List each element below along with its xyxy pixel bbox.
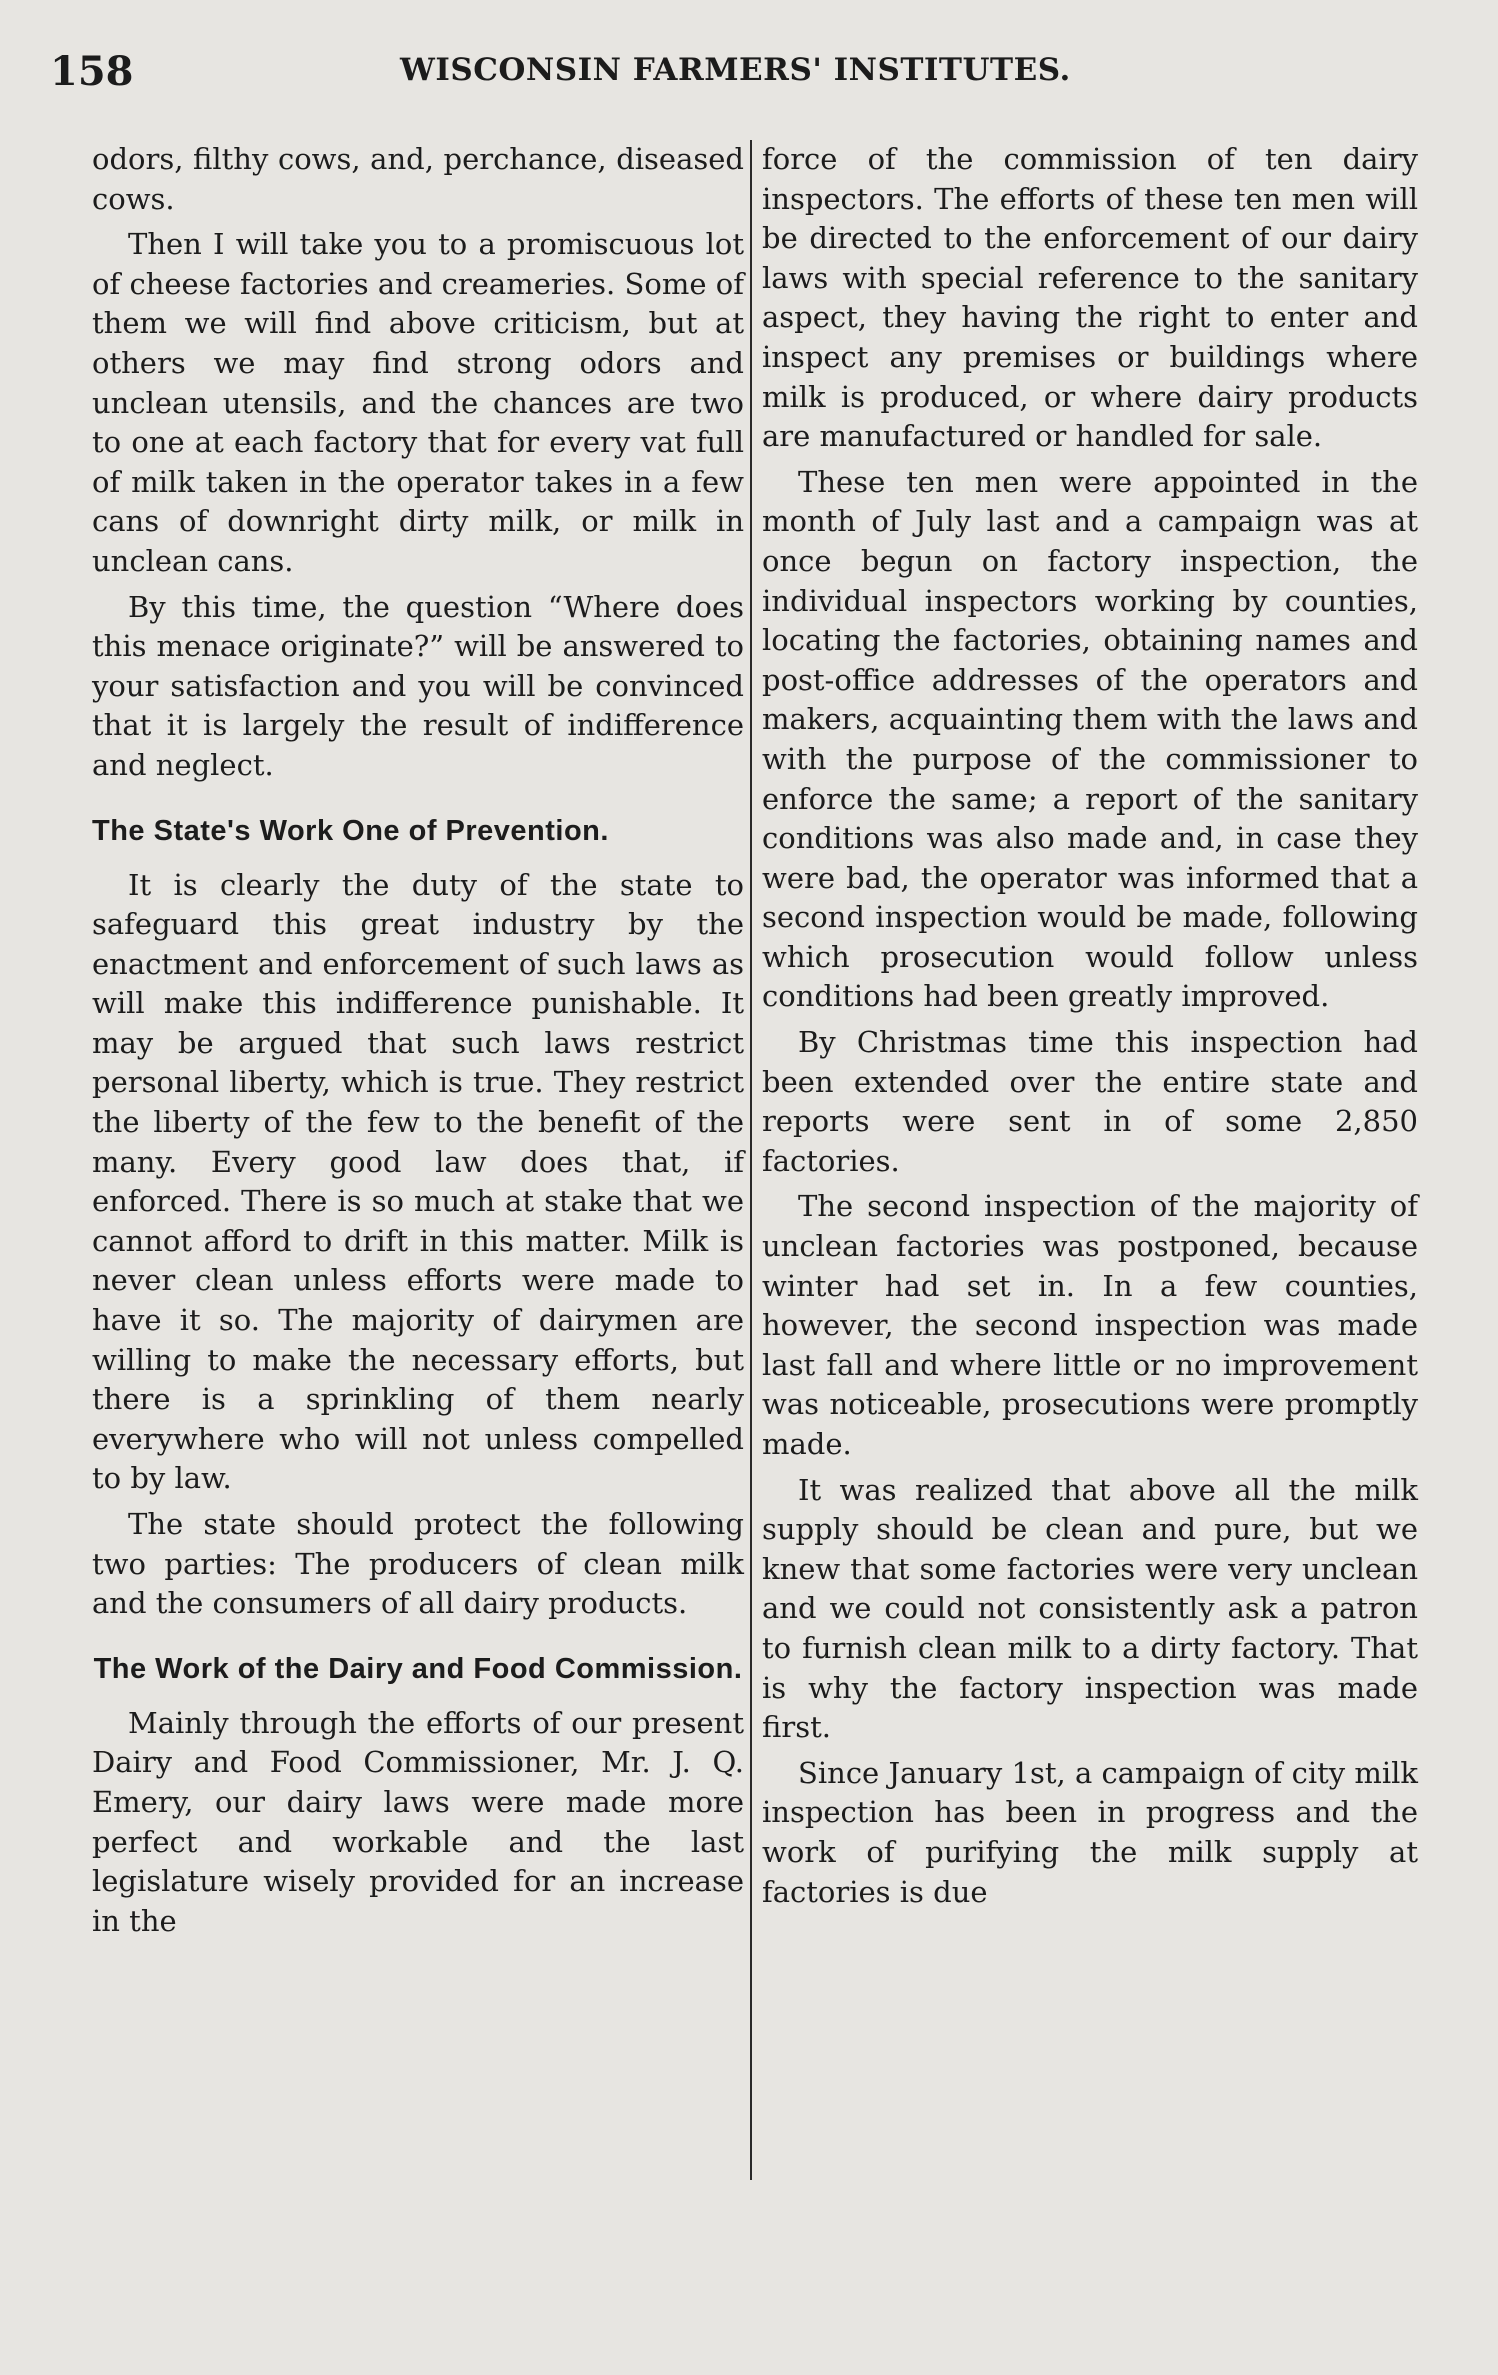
column-rule [750, 140, 752, 2180]
paragraph: Then I will take you to a promiscuous lot of cheese factories and creameries. Some of them we will find above criticism, but at others we may find strong odors and unclean utensils, and the chances are two to one at each factory that for every vat full of milk taken in the operator takes in a few cans of downright dirty milk, or milk in unclean cans. [92, 227, 744, 578]
paragraph: The second inspection of the majority of unclean factories was postponed, because winter had set in. In a few counties, however, the second inspection was made last fall and where little or no improvement was noticeable, prosecutions were promptly made. [762, 1189, 1418, 1461]
running-head: WISCONSIN FARMERS' INSTITUTES. [400, 52, 1071, 88]
paragraph: By Christmas time this inspection had been extended over the entire state and reports were sent in of some 2,850 factories. [762, 1025, 1418, 1178]
paragraph: It is clearly the duty of the state to safeguard this great industry by the enactment and enforcement of such laws as will make this indifference punishable. It may be argued that such laws restrict personal liberty, which is true. They restrict the liberty of the few to the benefit of the many. Every good law does that, if enforced. There is so much at stake that we cannot afford to drift in this matter. Milk is never clean unless efforts were made to have it so. The majority of dairymen are willing to make the necessary efforts, but there is a sprinkling of them nearly everywhere who will not unless compelled to by law. [92, 867, 744, 1496]
paragraph: odors, filthy cows, and, perchance, diseased cows. [92, 142, 744, 216]
paragraph: It was realized that above all the milk supply should be clean and pure, but we knew that some factories were very unclean and we could not consistently ask a patron to furnish clean milk to a dirty factory. That is why the factory inspection was made first. [762, 1472, 1418, 1745]
paragraph: Mainly through the efforts of our present Dairy and Food Commissioner, Mr. J. Q. Emery, our dairy laws were made more perfect and workable and the last legislature wisely provided for an increase in the [92, 1705, 744, 1938]
paragraph: force of the commission of ten dairy inspectors. The efforts of these ten men will be directed to the enforcement of our dairy laws with special reference to the sanitary aspect, they having the right to enter and inspect any premises or buildings where milk is produced, or where dairy products are manufactured or handled for sale. [762, 142, 1418, 454]
right-column [762, 140, 1418, 1918]
paragraph: The state should protect the following two parties: The producers of clean milk and the consumers of all dairy products. [92, 1507, 744, 1621]
page-number: 158 [50, 48, 134, 95]
paragraph: By this time, the question “Where does this menace originate?” will be answered to your satisfaction and you will be convinced that it is largely the result of indifference and neglect. [92, 589, 744, 782]
paragraph: These ten men were appointed in the month of July last and a campaign was at once begun on factory inspection, the individual inspectors working by counties, locating the factories, obtaining names and post-office addresses of the operators and makers, acquainting them with the laws and with the purpose of the commissioner to enforce the same; a report of the sanitary conditions was also made and, in case they were bad, the operator was informed that a second inspection would be made, following which prosecution would follow unless conditions had been greatly improved. [762, 464, 1418, 1014]
paragraph: Since January 1st, a campaign of city milk inspection has been in progress and the work of purifying the milk supply at factories is due [762, 1755, 1418, 1909]
section-heading: The Work of the Dairy and Food Commission. [93, 1652, 743, 1685]
left-column [92, 140, 744, 1947]
section-heading: The State's Work One of Prevention. [92, 814, 609, 847]
